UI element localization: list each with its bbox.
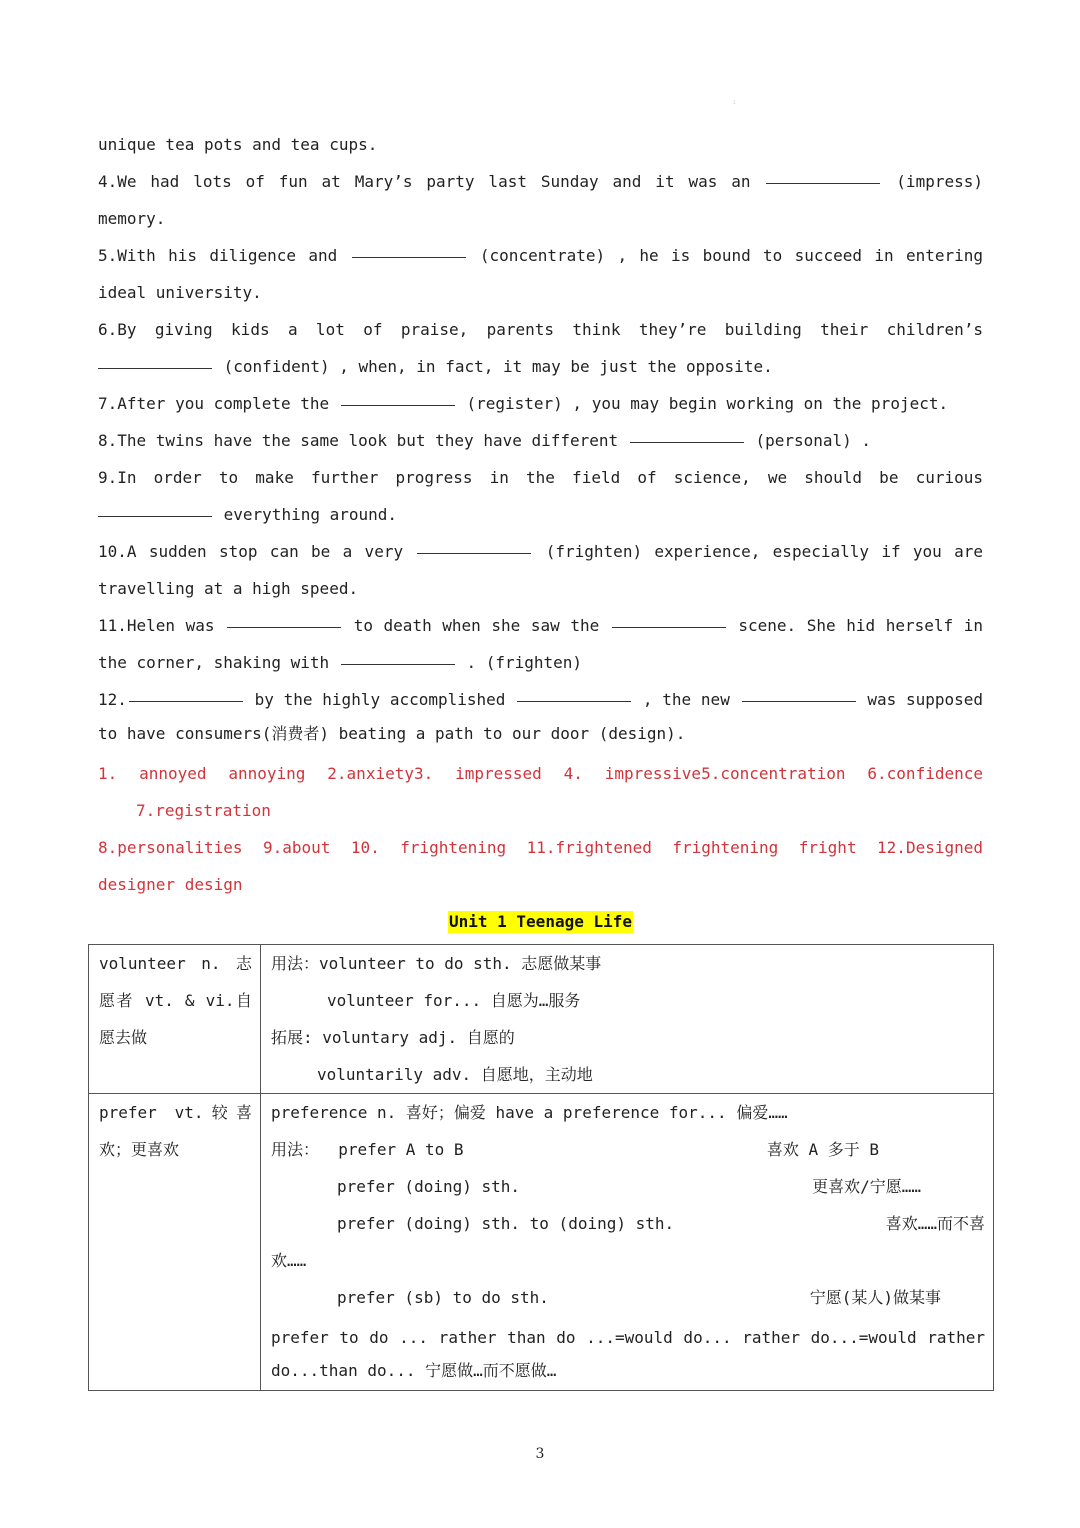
exercise-line: unique tea pots and tea cups. [98,135,378,154]
rather-than-line: do...than do... 宁愿做…而不愿做… [271,1361,557,1380]
answer-key-line: 8.personalities 9.about 10. frightening 11.frightened frightening fright 12.Designed [98,838,983,857]
vocab-row-prefer [89,1094,994,1391]
page-mark: : [733,98,736,106]
question-8: 8.The twins have the same look but they have different (personal) . [98,431,872,450]
question-10: 10.A sudden stop can be a very (frighten) experience, especially if you are [98,542,983,561]
answer-blank[interactable] [612,626,726,628]
usage-line: 用法： prefer A to B 喜欢 A 多于 B [271,1140,879,1159]
answer-key-line: designer design [98,875,243,894]
question-5-cont: ideal university. [98,283,262,302]
extension-line: 拓展: voluntary adj. 自愿的 [271,1028,515,1047]
rather-than-line: prefer to do ... rather than do ...=would do... rather do...=would rather [271,1328,985,1347]
usage-line-cont: 欢…… [271,1251,307,1270]
answer-blank[interactable] [98,367,212,369]
answer-blank[interactable] [517,700,631,702]
answer-blank[interactable] [227,626,341,628]
question-11: 11.Helen was to death when she saw the scene. She hid herself in [98,616,983,635]
vocab-word-line: volunteer n. 志 [99,954,252,973]
usage-line: volunteer for... 自愿为…服务 [327,991,581,1010]
question-11-cont: the corner, shaking with . (frighten) [98,653,583,672]
page-number: 3 [535,1446,545,1462]
question-7: 7.After you complete the (register) , you may begin working on the project. [98,394,949,413]
vocab-row-volunteer [89,945,994,1094]
unit-title-row [98,903,983,940]
usage-line: prefer (doing) sth. to (doing) sth. 喜欢……而不喜 [337,1214,985,1233]
answer-blank[interactable] [766,182,880,184]
vocab-word-line: prefer vt.较喜 [99,1103,252,1122]
answer-blank[interactable] [630,441,744,443]
answer-blank[interactable] [352,256,466,258]
vocab-word-line: 愿者 vt. & vi.自 [99,991,252,1010]
usage-line: prefer (sb) to do sth. 宁愿(某人)做某事 [337,1288,941,1307]
answer-blank[interactable] [98,515,212,517]
question-6-cont: (confident) , when, in fact, it may be just the opposite. [98,348,983,385]
question-4: 4.We had lots of fun at Mary’s party last Sunday and it was an (impress) [98,172,983,191]
answer-key-line: 1. annoyed annoying 2.anxiety3. impressed 4. impressive5.concentration 6.confidence [98,764,983,783]
vocab-table [88,944,994,1391]
answer-key-line: 7.registration [136,801,271,820]
question-12: 12. by the highly accomplished , the new was supposed [98,690,983,709]
answer-blank[interactable] [742,700,856,702]
question-9: 9.In order to make further progress in the field of science, we should be curious [98,468,983,487]
question-12-cont: to have consumers(消费者) beating a path to our door (design). [98,724,686,743]
vocab-detail-cell [261,1094,994,1391]
question-4-cont: memory. [98,209,166,228]
usage-line: prefer (doing) sth. 更喜欢/宁愿…… [337,1177,921,1196]
answer-blank[interactable] [341,404,455,406]
answer-blank[interactable] [129,700,243,702]
extension-line: voluntarily adv. 自愿地，主动地 [317,1065,593,1084]
question-6: 6.By giving kids a lot of praise, parents think they’re building their children’s [98,320,983,339]
question-9-cont: everything around. [98,496,983,533]
unit-title: Unit 1 Teenage Life [448,912,633,931]
vocab-word-cell [89,1094,261,1391]
answer-blank[interactable] [417,552,531,554]
vocab-word-line: 欢；更喜欢 [99,1140,180,1159]
question-10-cont: travelling at a high speed. [98,579,359,598]
answer-blank[interactable] [341,663,455,665]
question-5: 5.With his diligence and (concentrate) , he is bound to succeed in entering [98,246,983,265]
vocab-word-line: 愿去做 [99,1028,148,1047]
usage-line: 用法：volunteer to do sth. 志愿做某事 [271,954,602,973]
vocab-detail-cell [261,945,994,1094]
preference-line: preference n. 喜好；偏爱 have a preference for... 偏爱…… [271,1103,788,1122]
vocab-word-cell [89,945,261,1094]
exercise-section [98,126,983,940]
